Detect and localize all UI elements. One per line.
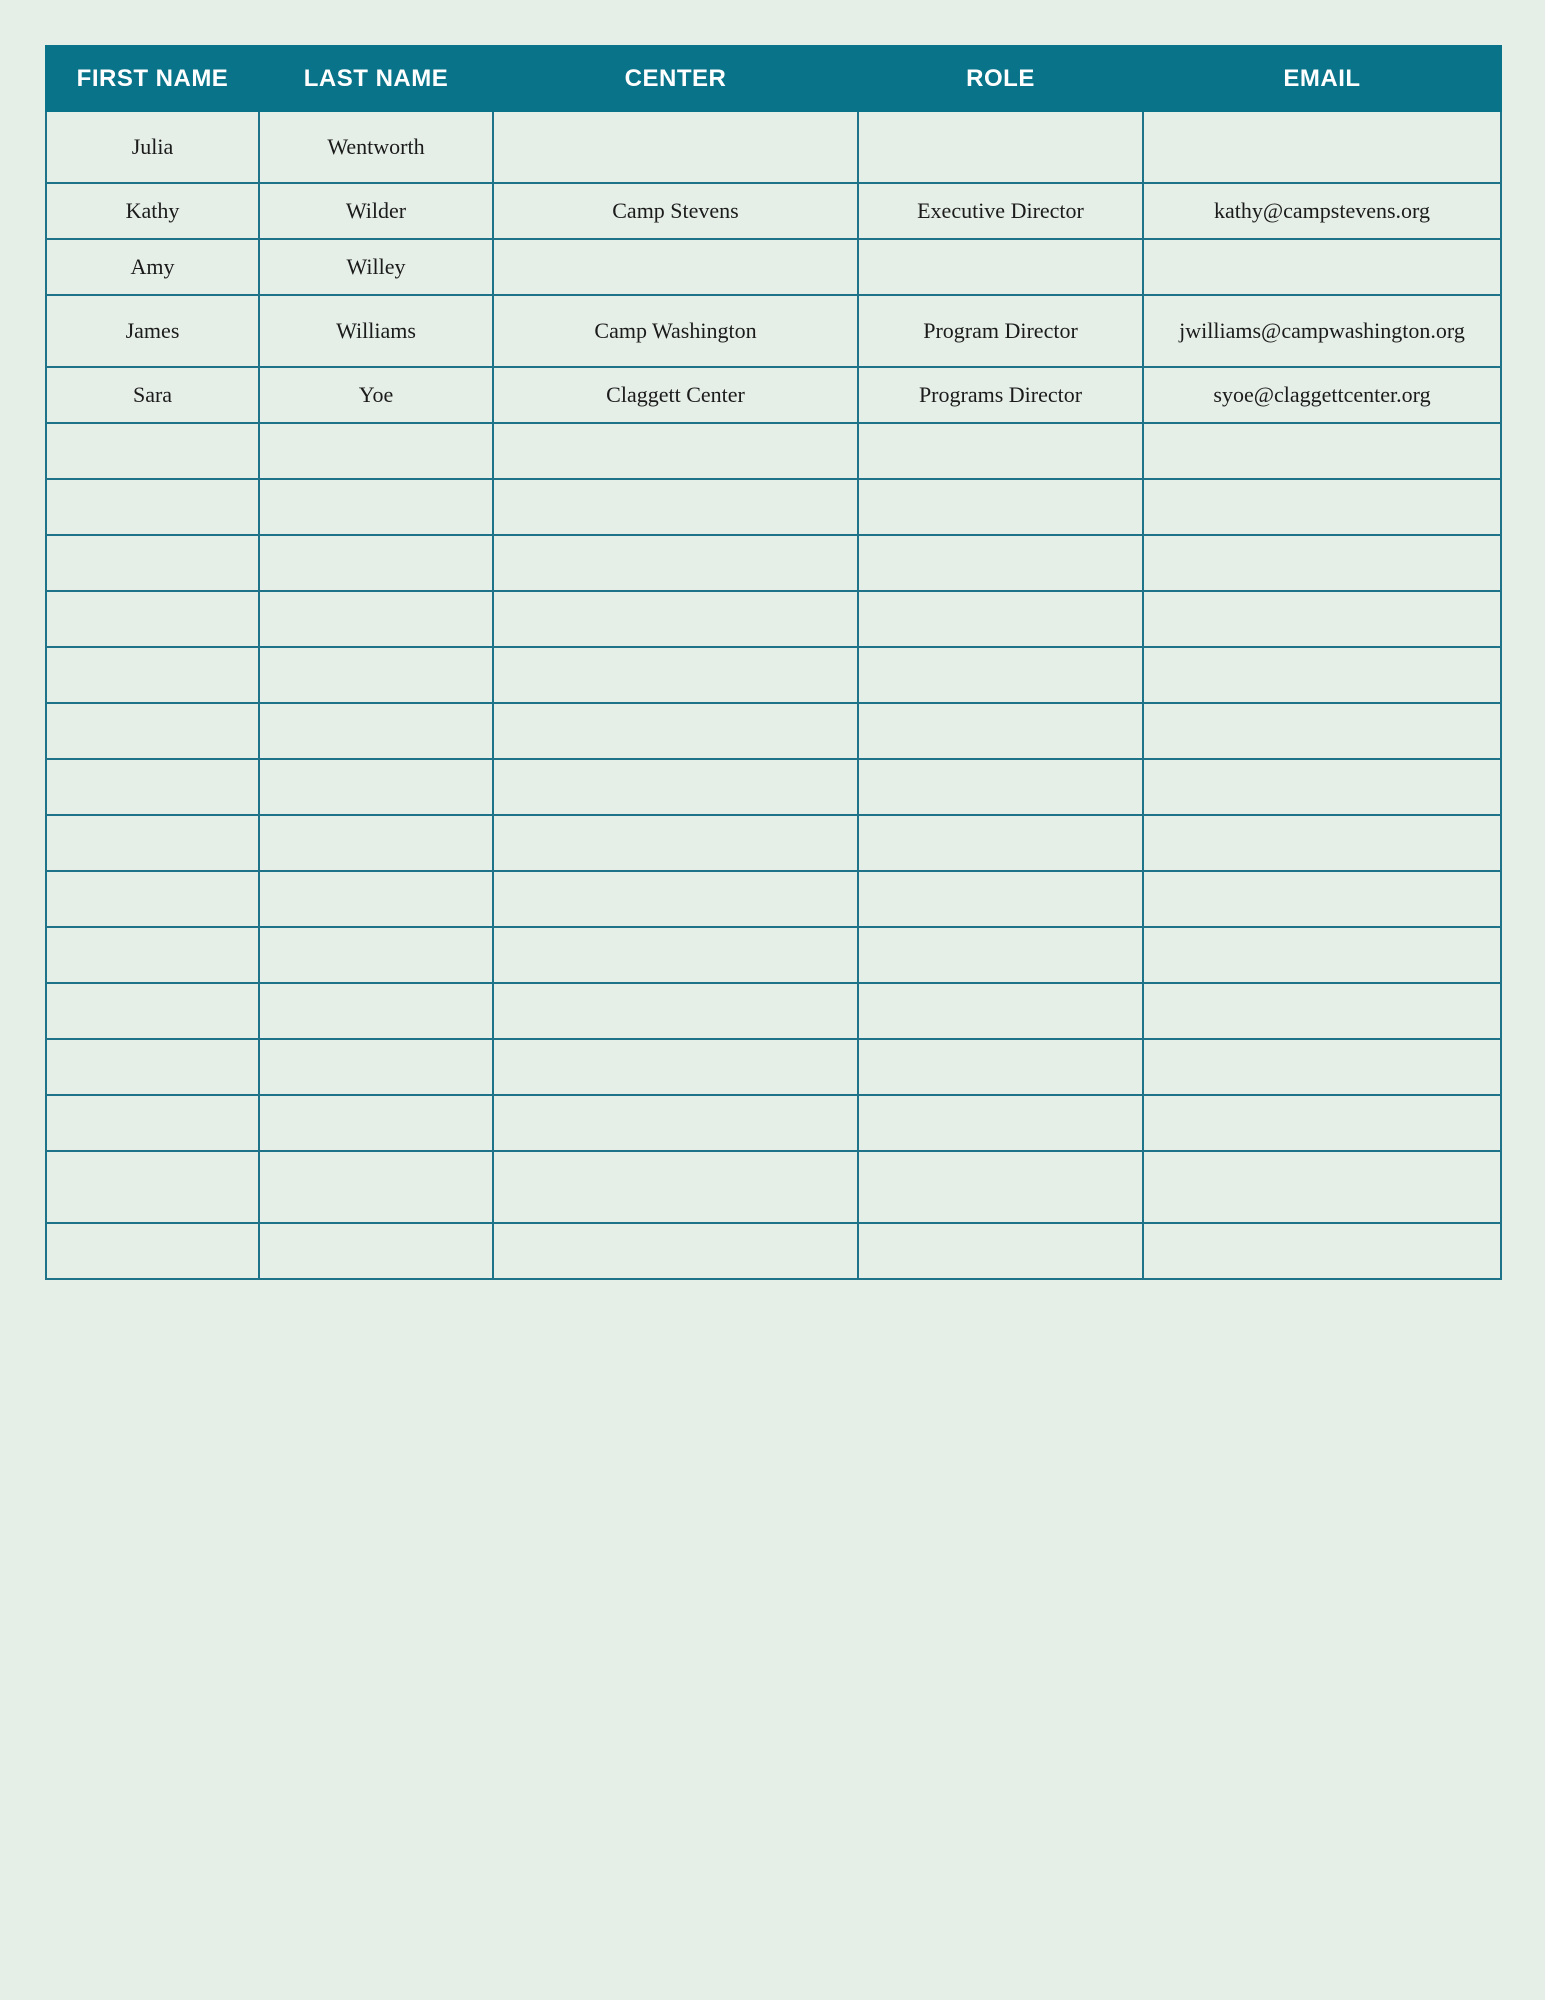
cell-last-name <box>259 647 493 703</box>
cell-center <box>493 759 858 815</box>
cell-first-name <box>46 423 259 479</box>
cell-email: jwilliams@campwashington.org <box>1143 295 1501 367</box>
cell-email: kathy@campstevens.org <box>1143 183 1501 239</box>
cell-role <box>858 111 1143 183</box>
cell-first-name: Julia <box>46 111 259 183</box>
cell-center <box>493 111 858 183</box>
header-last-name: LAST NAME <box>259 46 493 111</box>
cell-last-name <box>259 479 493 535</box>
cell-role <box>858 1039 1143 1095</box>
cell-center <box>493 591 858 647</box>
cell-last-name <box>259 1039 493 1095</box>
table-row <box>46 295 1501 367</box>
cell-last-name <box>259 983 493 1039</box>
cell-email <box>1143 479 1501 535</box>
cell-role: Program Director <box>858 295 1143 367</box>
cell-role <box>858 535 1143 591</box>
table-row <box>46 111 1501 183</box>
cell-role <box>858 423 1143 479</box>
cell-center <box>493 535 858 591</box>
cell-center <box>493 983 858 1039</box>
cell-center <box>493 1223 858 1279</box>
cell-center: Camp Washington <box>493 295 858 367</box>
cell-first-name <box>46 1039 259 1095</box>
cell-email <box>1143 871 1501 927</box>
cell-center <box>493 1151 858 1223</box>
cell-role <box>858 647 1143 703</box>
table-row <box>46 1151 1501 1223</box>
table-row <box>46 1223 1501 1279</box>
cell-email <box>1143 1151 1501 1223</box>
table-row <box>46 183 1501 239</box>
cell-last-name: Williams <box>259 295 493 367</box>
cell-email <box>1143 1223 1501 1279</box>
cell-first-name <box>46 1095 259 1151</box>
table-row <box>46 871 1501 927</box>
table-body <box>46 111 1501 1279</box>
cell-email <box>1143 927 1501 983</box>
cell-first-name: Amy <box>46 239 259 295</box>
table-row <box>46 535 1501 591</box>
cell-role: Executive Director <box>858 183 1143 239</box>
cell-center <box>493 871 858 927</box>
cell-center: Camp Stevens <box>493 183 858 239</box>
cell-role <box>858 927 1143 983</box>
table-row <box>46 423 1501 479</box>
cell-last-name <box>259 535 493 591</box>
cell-first-name <box>46 759 259 815</box>
cell-role <box>858 591 1143 647</box>
cell-email <box>1143 759 1501 815</box>
cell-last-name <box>259 423 493 479</box>
cell-role <box>858 1095 1143 1151</box>
cell-last-name <box>259 759 493 815</box>
table-row <box>46 703 1501 759</box>
cell-role: Programs Director <box>858 367 1143 423</box>
cell-last-name <box>259 1223 493 1279</box>
cell-role <box>858 983 1143 1039</box>
cell-email <box>1143 111 1501 183</box>
cell-center <box>493 239 858 295</box>
cell-center <box>493 703 858 759</box>
cell-last-name <box>259 815 493 871</box>
cell-last-name: Wentworth <box>259 111 493 183</box>
cell-last-name <box>259 591 493 647</box>
table-row <box>46 647 1501 703</box>
header-row <box>46 46 1501 111</box>
cell-first-name <box>46 591 259 647</box>
cell-last-name: Yoe <box>259 367 493 423</box>
table-row <box>46 927 1501 983</box>
cell-first-name <box>46 983 259 1039</box>
header-email: EMAIL <box>1143 46 1501 111</box>
cell-last-name <box>259 1095 493 1151</box>
cell-first-name <box>46 535 259 591</box>
cell-center <box>493 927 858 983</box>
cell-role <box>858 239 1143 295</box>
table-row <box>46 239 1501 295</box>
directory-sheet <box>45 45 1500 1280</box>
cell-first-name: Sara <box>46 367 259 423</box>
header-role: ROLE <box>858 46 1143 111</box>
cell-role <box>858 1151 1143 1223</box>
cell-email <box>1143 983 1501 1039</box>
contact-table <box>45 45 1502 1280</box>
table-row <box>46 591 1501 647</box>
cell-role <box>858 479 1143 535</box>
table-row <box>46 983 1501 1039</box>
cell-role <box>858 871 1143 927</box>
cell-email <box>1143 1039 1501 1095</box>
cell-last-name <box>259 1151 493 1223</box>
cell-first-name <box>46 1151 259 1223</box>
cell-first-name <box>46 1223 259 1279</box>
cell-first-name: James <box>46 295 259 367</box>
cell-email <box>1143 1095 1501 1151</box>
cell-email <box>1143 647 1501 703</box>
cell-last-name <box>259 703 493 759</box>
cell-center <box>493 479 858 535</box>
cell-first-name <box>46 871 259 927</box>
cell-center <box>493 815 858 871</box>
cell-email <box>1143 815 1501 871</box>
cell-email <box>1143 591 1501 647</box>
cell-last-name: Willey <box>259 239 493 295</box>
cell-role <box>858 815 1143 871</box>
table-row <box>46 1039 1501 1095</box>
cell-first-name: Kathy <box>46 183 259 239</box>
cell-role <box>858 703 1143 759</box>
cell-first-name <box>46 479 259 535</box>
table-row <box>46 1095 1501 1151</box>
cell-first-name <box>46 703 259 759</box>
cell-first-name <box>46 647 259 703</box>
cell-first-name <box>46 815 259 871</box>
cell-center <box>493 1095 858 1151</box>
cell-email <box>1143 239 1501 295</box>
cell-center <box>493 1039 858 1095</box>
table-row <box>46 479 1501 535</box>
cell-last-name: Wilder <box>259 183 493 239</box>
header-first-name: FIRST NAME <box>46 46 259 111</box>
cell-role <box>858 759 1143 815</box>
cell-center: Claggett Center <box>493 367 858 423</box>
cell-role <box>858 1223 1143 1279</box>
cell-email: syoe@claggettcenter.org <box>1143 367 1501 423</box>
cell-center <box>493 647 858 703</box>
cell-center <box>493 423 858 479</box>
cell-last-name <box>259 927 493 983</box>
header-center: CENTER <box>493 46 858 111</box>
cell-email <box>1143 423 1501 479</box>
cell-last-name <box>259 871 493 927</box>
table-row <box>46 815 1501 871</box>
cell-first-name <box>46 927 259 983</box>
table-row <box>46 759 1501 815</box>
cell-email <box>1143 703 1501 759</box>
cell-email <box>1143 535 1501 591</box>
table-row <box>46 367 1501 423</box>
